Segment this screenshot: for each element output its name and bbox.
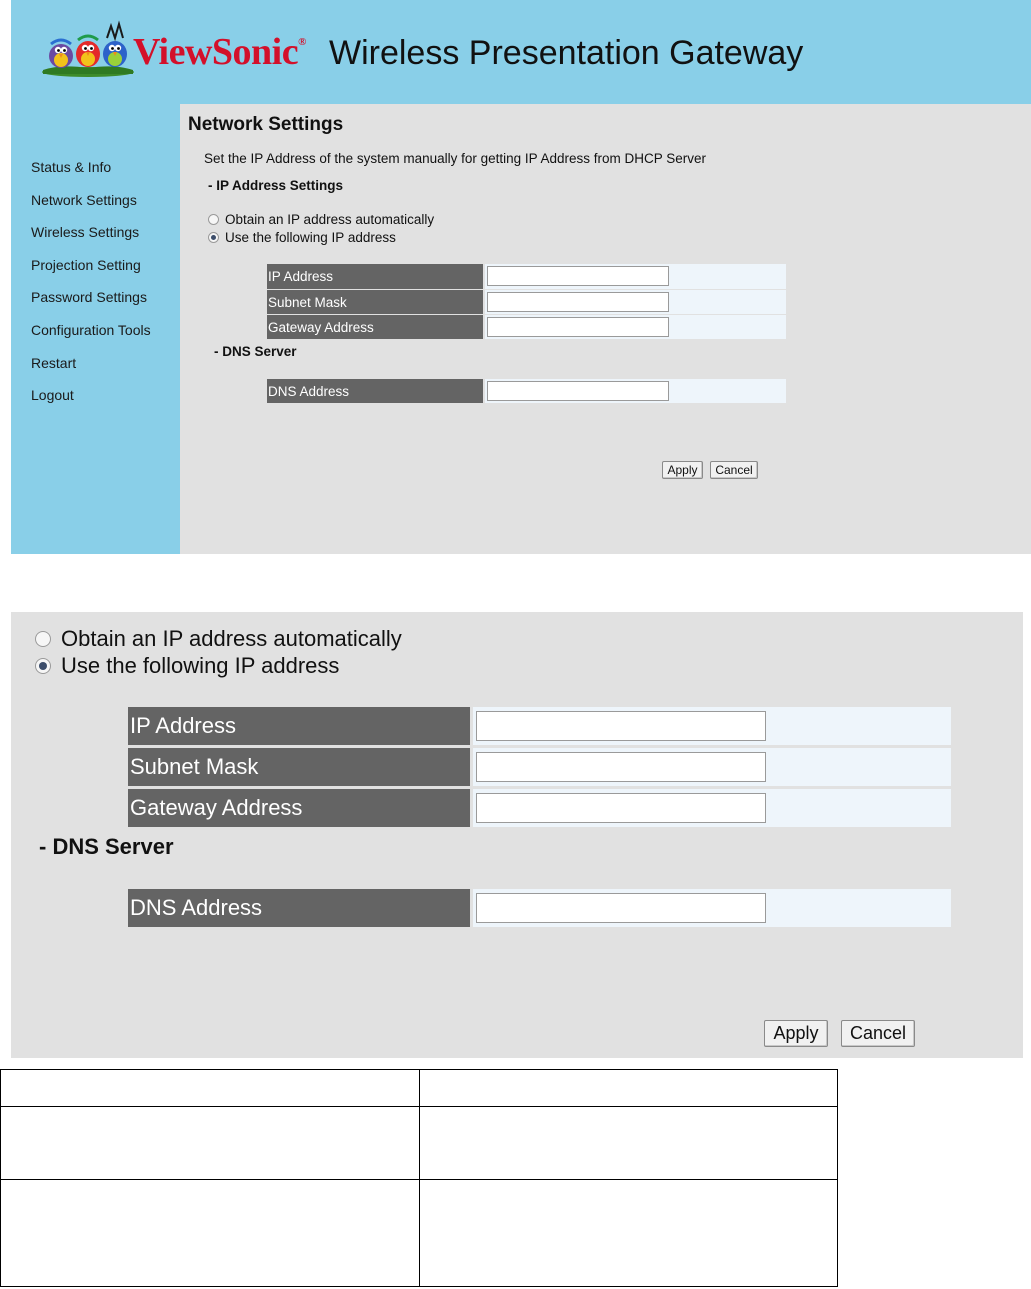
sidebar-item-status-info[interactable]: Status & Info — [31, 159, 112, 175]
sidebar-item-restart[interactable]: Restart — [31, 355, 77, 371]
ip-address-cell-zoomed — [473, 707, 951, 745]
gateway-address-input-zoomed[interactable] — [476, 793, 766, 823]
web-admin-screenshot — [11, 0, 1031, 554]
dns-address-label-zoomed: DNS Address — [128, 889, 470, 927]
sidebar-item-password-settings[interactable]: Password Settings — [31, 289, 147, 305]
ip-address-row-zoomed — [128, 707, 951, 745]
subnet-mask-label-zoomed: Subnet Mask — [128, 748, 470, 786]
radio-obtain-auto-zoomed-label: Obtain an IP address automatically — [61, 626, 402, 651]
dns-server-heading: - DNS Server — [214, 344, 297, 359]
gateway-address-cell — [485, 315, 786, 339]
dns-address-row — [267, 379, 786, 403]
cancel-button-zoomed[interactable]: Cancel — [841, 1020, 915, 1047]
subnet-mask-input-zoomed[interactable] — [476, 752, 766, 782]
viewsonic-birds-logo-icon — [41, 20, 135, 78]
table-row — [1, 1107, 838, 1180]
header — [11, 0, 1031, 104]
gateway-address-row — [267, 315, 786, 339]
table-cell — [1, 1107, 420, 1180]
ip-address-label-zoomed: IP Address — [128, 707, 470, 745]
radio-use-following-zoomed-label: Use the following IP address — [61, 653, 340, 678]
sidebar-item-projection-setting[interactable]: Projection Setting — [31, 257, 141, 273]
zoomed-ip-settings-screenshot — [11, 612, 1023, 1058]
table-cell — [420, 1180, 838, 1287]
sidebar-item-wireless-settings[interactable]: Wireless Settings — [31, 224, 140, 240]
content-panel — [180, 104, 1031, 554]
apply-button-zoomed[interactable]: Apply — [764, 1020, 828, 1047]
gateway-address-row-zoomed — [128, 789, 951, 827]
apply-button[interactable]: Apply — [662, 461, 703, 479]
brand-logo-text: ViewSonic® — [133, 31, 306, 73]
gateway-address-cell-zoomed — [473, 789, 951, 827]
subnet-mask-label: Subnet Mask — [267, 290, 483, 314]
table-cell — [1, 1180, 420, 1287]
subnet-mask-cell-zoomed — [473, 748, 951, 786]
ip-address-input-zoomed[interactable] — [476, 711, 766, 741]
empty-table — [0, 1069, 838, 1287]
subnet-mask-cell — [485, 290, 786, 314]
radio-button-selected-icon[interactable] — [35, 658, 51, 674]
table-cell — [420, 1070, 838, 1107]
sidebar-item-configuration-tools[interactable]: Configuration Tools — [31, 322, 151, 338]
dns-address-label: DNS Address — [267, 379, 483, 403]
ip-address-label: IP Address — [267, 264, 483, 289]
ip-address-row — [267, 264, 786, 289]
table-cell — [1, 1070, 420, 1107]
sidebar-item-logout[interactable]: Logout — [31, 387, 74, 403]
gateway-address-label: Gateway Address — [267, 315, 483, 339]
radio-use-following-zoomed[interactable] — [35, 653, 339, 679]
subnet-mask-row-zoomed — [128, 748, 951, 786]
gateway-address-label-zoomed: Gateway Address — [128, 789, 470, 827]
ip-address-cell — [485, 264, 786, 289]
table-row — [1, 1180, 838, 1287]
page-description: Set the IP Address of the system manually for getting IP Address from DHCP Server — [204, 151, 706, 166]
radio-obtain-auto-label: Obtain an IP address automatically — [225, 212, 435, 227]
radio-button-selected-icon[interactable] — [208, 232, 219, 243]
table-cell — [420, 1107, 838, 1180]
radio-button-icon[interactable] — [208, 214, 219, 225]
ip-settings-heading: - IP Address Settings — [208, 178, 344, 193]
radio-obtain-auto-zoomed[interactable] — [35, 626, 402, 652]
dns-address-input-zoomed[interactable] — [476, 893, 766, 923]
dns-address-input[interactable] — [487, 381, 669, 401]
ip-address-input[interactable] — [487, 266, 669, 286]
page-title: Network Settings — [188, 114, 344, 135]
radio-button-icon[interactable] — [35, 631, 51, 647]
product-title: Wireless Presentation Gateway — [329, 34, 804, 72]
dns-server-heading-zoomed: - DNS Server — [39, 834, 174, 859]
sidebar — [11, 104, 179, 554]
gateway-address-input[interactable] — [487, 317, 669, 337]
dns-address-cell — [485, 379, 786, 403]
cancel-button[interactable]: Cancel — [710, 461, 758, 479]
table-row — [1, 1070, 838, 1107]
radio-use-following[interactable] — [208, 230, 396, 245]
subnet-mask-row — [267, 290, 786, 314]
dns-address-cell-zoomed — [473, 889, 951, 927]
sidebar-item-network-settings[interactable]: Network Settings — [31, 192, 137, 208]
radio-obtain-auto[interactable] — [208, 212, 434, 227]
radio-use-following-label: Use the following IP address — [225, 230, 396, 245]
subnet-mask-input[interactable] — [487, 292, 669, 312]
dns-address-row-zoomed — [128, 889, 951, 927]
